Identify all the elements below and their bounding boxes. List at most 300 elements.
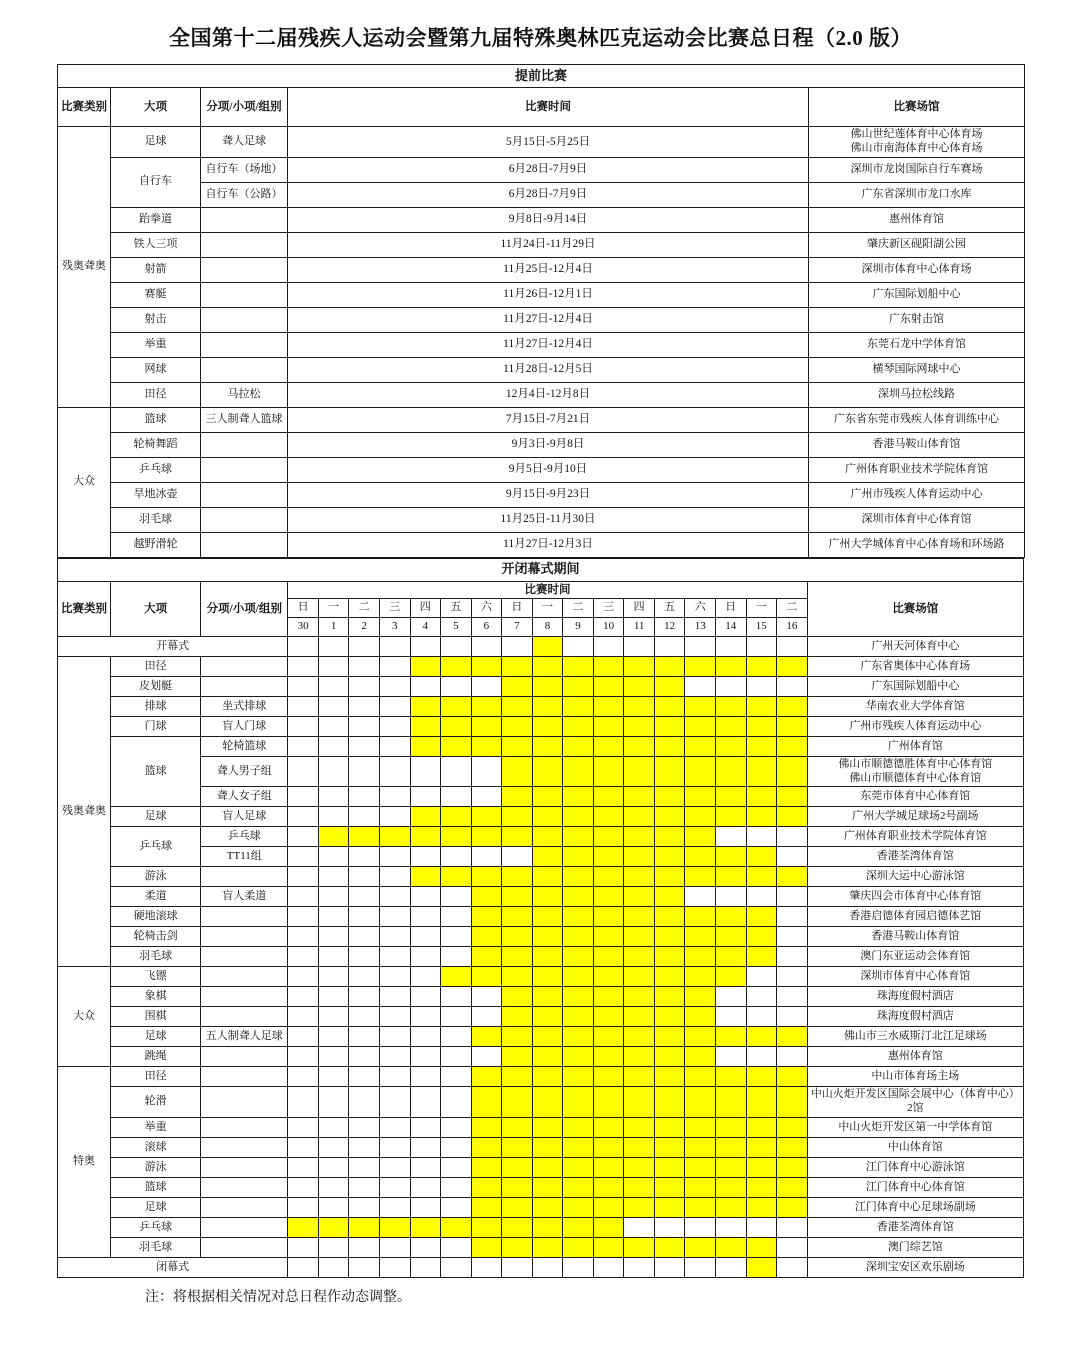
category-cell: 残奥聋奥 bbox=[58, 127, 111, 408]
venue-cell: 肇庆四会市体育中心体育馆 bbox=[807, 887, 1023, 907]
day-cell bbox=[715, 1067, 746, 1087]
sport-cell: 篮球 bbox=[111, 736, 201, 807]
day-cell bbox=[685, 1137, 716, 1157]
day-cell bbox=[777, 676, 808, 696]
day-cell bbox=[746, 987, 777, 1007]
time-cell: 12月4日-12月8日 bbox=[288, 382, 809, 407]
venue-cell: 深圳宝安区欢乐剧场 bbox=[807, 1257, 1023, 1277]
day-cell bbox=[502, 887, 533, 907]
day-cell bbox=[715, 1237, 746, 1257]
day-cell bbox=[563, 907, 594, 927]
day-cell bbox=[654, 867, 685, 887]
subsport-cell: 盲人门球 bbox=[201, 716, 288, 736]
day-cell bbox=[410, 676, 441, 696]
day-cell bbox=[349, 847, 380, 867]
day-cell bbox=[746, 1237, 777, 1257]
day-cell bbox=[685, 1087, 716, 1118]
schedule-row bbox=[58, 1117, 1024, 1137]
day-cell bbox=[471, 807, 502, 827]
day-cell bbox=[685, 696, 716, 716]
day-cell bbox=[715, 676, 746, 696]
day-cell bbox=[777, 967, 808, 987]
day-cell bbox=[288, 927, 319, 947]
day-cell bbox=[654, 1177, 685, 1197]
day-cell bbox=[624, 967, 655, 987]
day-cell bbox=[349, 736, 380, 756]
day-cell bbox=[746, 1047, 777, 1067]
venue-cell: 广州体育职业技术学院体育馆 bbox=[807, 827, 1023, 847]
day-cell bbox=[563, 867, 594, 887]
day-cell bbox=[593, 1257, 624, 1277]
day-cell bbox=[410, 1177, 441, 1197]
venue-cell: 香港马鞍山体育馆 bbox=[809, 432, 1025, 457]
day-cell bbox=[502, 716, 533, 736]
day-cell bbox=[288, 947, 319, 967]
page-title: 全国第十二届残疾人运动会暨第九届特殊奥林匹克运动会比赛总日程（2.0 版） bbox=[169, 26, 912, 50]
day-cell bbox=[349, 756, 380, 787]
day-cell bbox=[410, 947, 441, 967]
day-cell bbox=[715, 1027, 746, 1047]
venue-cell: 东莞石龙中学体育馆 bbox=[809, 332, 1025, 357]
day-cell bbox=[379, 1177, 410, 1197]
day-cell bbox=[593, 947, 624, 967]
day-cell bbox=[471, 987, 502, 1007]
day-cell bbox=[624, 1067, 655, 1087]
day-cell bbox=[349, 987, 380, 1007]
subsport-cell: 盲人柔道 bbox=[201, 887, 288, 907]
day-cell bbox=[654, 756, 685, 787]
day-cell bbox=[318, 1087, 349, 1118]
day-cell bbox=[288, 1137, 319, 1157]
day-cell bbox=[593, 847, 624, 867]
subsport-cell bbox=[201, 457, 288, 482]
day-cell bbox=[379, 987, 410, 1007]
day-cell bbox=[654, 887, 685, 907]
day-cell bbox=[502, 1177, 533, 1197]
venue-cell: 香港启德体育园启德体艺馆 bbox=[807, 907, 1023, 927]
weekday-cell: 六 bbox=[471, 598, 502, 617]
day-cell bbox=[563, 887, 594, 907]
day-cell bbox=[441, 887, 472, 907]
day-cell bbox=[441, 1237, 472, 1257]
day-cell bbox=[593, 1197, 624, 1217]
day-cell bbox=[624, 907, 655, 927]
day-cell bbox=[654, 807, 685, 827]
day-cell bbox=[624, 887, 655, 907]
date-cell: 1 bbox=[318, 617, 349, 636]
day-cell bbox=[777, 847, 808, 867]
date-cell: 5 bbox=[441, 617, 472, 636]
day-cell bbox=[532, 1237, 563, 1257]
day-cell bbox=[379, 676, 410, 696]
sport-cell: 游泳 bbox=[111, 1157, 201, 1177]
venue-cell: 广州大学城体育中心体育场和环场路 bbox=[809, 532, 1025, 557]
day-cell bbox=[563, 1217, 594, 1237]
schedule-row bbox=[58, 157, 1025, 182]
day-cell bbox=[318, 927, 349, 947]
day-cell bbox=[532, 1217, 563, 1237]
day-cell bbox=[715, 807, 746, 827]
day-cell bbox=[349, 1067, 380, 1087]
day-cell bbox=[441, 827, 472, 847]
day-cell bbox=[624, 1157, 655, 1177]
day-cell bbox=[410, 636, 441, 656]
day-cell bbox=[593, 787, 624, 807]
sport-cell: 田径 bbox=[111, 656, 201, 676]
opening-ceremony-row bbox=[58, 636, 1024, 656]
day-cell bbox=[593, 887, 624, 907]
day-cell bbox=[685, 887, 716, 907]
day-cell bbox=[654, 1157, 685, 1177]
day-cell bbox=[349, 947, 380, 967]
sport-cell: 铁人三项 bbox=[111, 232, 201, 257]
day-cell bbox=[685, 867, 716, 887]
section1-header: 提前比赛 bbox=[58, 65, 1025, 88]
day-cell bbox=[777, 1217, 808, 1237]
day-cell bbox=[532, 967, 563, 987]
day-cell bbox=[685, 1007, 716, 1027]
day-cell bbox=[563, 716, 594, 736]
day-cell bbox=[318, 1237, 349, 1257]
day-cell bbox=[685, 1157, 716, 1177]
day-cell bbox=[715, 927, 746, 947]
subsport-cell: 乒乓球 bbox=[201, 827, 288, 847]
schedule-row bbox=[58, 1067, 1024, 1087]
day-cell bbox=[777, 1047, 808, 1067]
day-cell bbox=[532, 1067, 563, 1087]
subsport-cell: 盲人足球 bbox=[201, 807, 288, 827]
day-cell bbox=[746, 787, 777, 807]
day-cell bbox=[624, 1217, 655, 1237]
time-cell: 6月28日-7月9日 bbox=[288, 157, 809, 182]
day-cell bbox=[532, 847, 563, 867]
sport-cell: 象棋 bbox=[111, 987, 201, 1007]
day-cell bbox=[471, 1007, 502, 1027]
subsport-cell bbox=[201, 482, 288, 507]
day-cell bbox=[532, 736, 563, 756]
day-cell bbox=[624, 756, 655, 787]
day-cell bbox=[349, 967, 380, 987]
day-cell bbox=[379, 887, 410, 907]
day-cell bbox=[318, 1157, 349, 1177]
day-cell bbox=[441, 1047, 472, 1067]
day-cell bbox=[685, 676, 716, 696]
day-cell bbox=[379, 1007, 410, 1027]
day-cell bbox=[502, 636, 533, 656]
day-cell bbox=[318, 1027, 349, 1047]
day-cell bbox=[410, 656, 441, 676]
schedule-row bbox=[58, 1027, 1024, 1047]
sport-cell: 射击 bbox=[111, 307, 201, 332]
day-cell bbox=[685, 927, 716, 947]
day-cell bbox=[563, 947, 594, 967]
day-cell bbox=[379, 1197, 410, 1217]
day-cell bbox=[471, 827, 502, 847]
day-cell bbox=[593, 696, 624, 716]
time-cell: 7月15日-7月21日 bbox=[288, 407, 809, 432]
day-cell bbox=[624, 847, 655, 867]
sport-cell: 跳绳 bbox=[111, 1047, 201, 1067]
day-cell bbox=[654, 736, 685, 756]
day-cell bbox=[624, 807, 655, 827]
day-cell bbox=[441, 1257, 472, 1277]
day-cell bbox=[349, 1157, 380, 1177]
schedule-row bbox=[58, 532, 1025, 557]
day-cell bbox=[746, 967, 777, 987]
day-cell bbox=[288, 1237, 319, 1257]
day-cell bbox=[502, 947, 533, 967]
day-cell bbox=[715, 947, 746, 967]
day-cell bbox=[441, 1217, 472, 1237]
schedule-row bbox=[58, 867, 1024, 887]
day-cell bbox=[318, 907, 349, 927]
day-cell bbox=[410, 987, 441, 1007]
schedule-row bbox=[58, 232, 1025, 257]
day-cell bbox=[502, 1217, 533, 1237]
day-cell bbox=[746, 1027, 777, 1047]
day-cell bbox=[624, 947, 655, 967]
day-cell bbox=[349, 1237, 380, 1257]
subsport-cell bbox=[201, 257, 288, 282]
sport-header: 大项 bbox=[111, 88, 201, 127]
day-cell bbox=[349, 656, 380, 676]
day-cell bbox=[685, 1177, 716, 1197]
day-cell bbox=[532, 656, 563, 676]
day-cell bbox=[532, 676, 563, 696]
day-cell bbox=[471, 847, 502, 867]
day-cell bbox=[288, 1177, 319, 1197]
day-cell bbox=[410, 807, 441, 827]
venue-header: 比赛场馆 bbox=[807, 581, 1023, 636]
subsport-cell: 聋人足球 bbox=[201, 127, 288, 158]
sport-cell: 足球 bbox=[111, 127, 201, 158]
venue-cell: 广州大学城足球场2号副场 bbox=[807, 807, 1023, 827]
time-cell: 6月28日-7月9日 bbox=[288, 182, 809, 207]
day-cell bbox=[685, 716, 716, 736]
day-cell bbox=[410, 1027, 441, 1047]
day-cell bbox=[532, 887, 563, 907]
day-cell bbox=[318, 676, 349, 696]
day-cell bbox=[746, 907, 777, 927]
sport-cell: 飞镖 bbox=[111, 967, 201, 987]
schedule-row bbox=[58, 907, 1024, 927]
day-cell bbox=[410, 827, 441, 847]
day-cell bbox=[471, 1067, 502, 1087]
day-cell bbox=[349, 827, 380, 847]
date-cell: 16 bbox=[777, 617, 808, 636]
day-cell bbox=[746, 736, 777, 756]
date-cell: 4 bbox=[410, 617, 441, 636]
day-cell bbox=[410, 867, 441, 887]
subsport-cell: 轮椅篮球 bbox=[201, 736, 288, 756]
day-cell bbox=[563, 636, 594, 656]
subsport-cell: 坐式排球 bbox=[201, 696, 288, 716]
day-cell bbox=[471, 947, 502, 967]
day-cell bbox=[715, 716, 746, 736]
day-cell bbox=[593, 1117, 624, 1137]
day-cell bbox=[654, 1217, 685, 1237]
day-cell bbox=[379, 1217, 410, 1237]
day-cell bbox=[349, 1217, 380, 1237]
day-cell bbox=[715, 1217, 746, 1237]
weekday-cell: 三 bbox=[593, 598, 624, 617]
day-cell bbox=[349, 1047, 380, 1067]
time-cell: 11月24日-11月29日 bbox=[288, 232, 809, 257]
day-cell bbox=[563, 1197, 594, 1217]
day-cell bbox=[654, 1047, 685, 1067]
venue-cell: 中山火炬开发区国际会展中心（体育中心）2馆 bbox=[807, 1087, 1023, 1118]
day-cell bbox=[379, 927, 410, 947]
day-cell bbox=[471, 1217, 502, 1237]
schedule-row bbox=[58, 507, 1025, 532]
date-cell: 2 bbox=[349, 617, 380, 636]
schedule-row bbox=[58, 756, 1024, 787]
day-cell bbox=[624, 827, 655, 847]
day-cell bbox=[593, 1007, 624, 1027]
day-cell bbox=[379, 1157, 410, 1177]
sport-cell: 乒乓球 bbox=[111, 1217, 201, 1237]
day-cell bbox=[593, 967, 624, 987]
day-cell bbox=[624, 1257, 655, 1277]
schedule-row bbox=[58, 947, 1024, 967]
day-cell bbox=[410, 1137, 441, 1157]
day-cell bbox=[563, 1137, 594, 1157]
day-cell bbox=[563, 807, 594, 827]
day-cell bbox=[563, 967, 594, 987]
day-cell bbox=[685, 1257, 716, 1277]
venue-cell: 江门体育中心足球场副场 bbox=[807, 1197, 1023, 1217]
day-cell bbox=[654, 1137, 685, 1157]
subsport-cell bbox=[201, 532, 288, 557]
day-cell bbox=[532, 756, 563, 787]
weekday-cell: 二 bbox=[349, 598, 380, 617]
day-cell bbox=[441, 1157, 472, 1177]
day-cell bbox=[624, 1027, 655, 1047]
day-cell bbox=[441, 1067, 472, 1087]
subsport-cell: 自行车（场地） bbox=[201, 157, 288, 182]
subsport-cell bbox=[201, 907, 288, 927]
day-cell bbox=[715, 1157, 746, 1177]
day-cell bbox=[746, 696, 777, 716]
sport-cell: 排球 bbox=[111, 696, 201, 716]
closing-ceremony-row bbox=[58, 1257, 1024, 1277]
day-cell bbox=[441, 847, 472, 867]
date-cell: 13 bbox=[685, 617, 716, 636]
day-cell bbox=[441, 636, 472, 656]
day-cell bbox=[563, 827, 594, 847]
day-cell bbox=[502, 807, 533, 827]
day-cell bbox=[410, 1067, 441, 1087]
day-cell bbox=[471, 867, 502, 887]
venue-cell: 横琴国际网球中心 bbox=[809, 357, 1025, 382]
day-cell bbox=[654, 1237, 685, 1257]
day-cell bbox=[502, 907, 533, 927]
day-cell bbox=[532, 1087, 563, 1118]
day-cell bbox=[654, 636, 685, 656]
day-cell bbox=[624, 696, 655, 716]
day-cell bbox=[532, 867, 563, 887]
day-cell bbox=[379, 716, 410, 736]
subsport-cell bbox=[201, 432, 288, 457]
day-cell bbox=[593, 867, 624, 887]
day-cell bbox=[685, 827, 716, 847]
subsport-cell bbox=[201, 357, 288, 382]
day-cell bbox=[685, 1067, 716, 1087]
schedule-row bbox=[58, 432, 1025, 457]
ceremony-period-table bbox=[57, 558, 1024, 1278]
day-cell bbox=[502, 676, 533, 696]
day-cell bbox=[410, 1197, 441, 1217]
venue-cell: 中山火炬开发区第一中学体育馆 bbox=[807, 1117, 1023, 1137]
date-cell: 30 bbox=[288, 617, 319, 636]
day-cell bbox=[288, 847, 319, 867]
subsport-cell bbox=[201, 332, 288, 357]
day-cell bbox=[288, 867, 319, 887]
day-cell bbox=[441, 807, 472, 827]
day-cell bbox=[349, 1007, 380, 1027]
day-cell bbox=[379, 947, 410, 967]
day-cell bbox=[502, 756, 533, 787]
schedule-row bbox=[58, 696, 1024, 716]
venue-cell: 深圳市体育中心体育馆 bbox=[807, 967, 1023, 987]
day-cell bbox=[288, 1197, 319, 1217]
day-cell bbox=[654, 987, 685, 1007]
day-cell bbox=[777, 1087, 808, 1118]
day-cell bbox=[746, 887, 777, 907]
day-cell bbox=[349, 867, 380, 887]
day-cell bbox=[532, 1197, 563, 1217]
sport-cell: 赛艇 bbox=[111, 282, 201, 307]
day-cell bbox=[746, 927, 777, 947]
day-cell bbox=[318, 736, 349, 756]
venue-cell: 中山体育馆 bbox=[807, 1137, 1023, 1157]
day-cell bbox=[288, 987, 319, 1007]
date-cell: 3 bbox=[379, 617, 410, 636]
day-cell bbox=[746, 756, 777, 787]
time-cell: 5月15日-5月25日 bbox=[288, 127, 809, 158]
day-cell bbox=[288, 656, 319, 676]
weekday-cell: 二 bbox=[777, 598, 808, 617]
day-cell bbox=[654, 1087, 685, 1118]
subsport-cell bbox=[201, 207, 288, 232]
day-cell bbox=[288, 1117, 319, 1137]
day-cell bbox=[746, 1217, 777, 1237]
subsport-cell: 马拉松 bbox=[201, 382, 288, 407]
day-cell bbox=[349, 1027, 380, 1047]
date-cell: 15 bbox=[746, 617, 777, 636]
day-cell bbox=[746, 676, 777, 696]
day-cell bbox=[441, 696, 472, 716]
day-cell bbox=[563, 927, 594, 947]
day-cell bbox=[593, 1067, 624, 1087]
venue-cell: 深圳市体育中心体育场 bbox=[809, 257, 1025, 282]
sport-cell: 柔道 bbox=[111, 887, 201, 907]
day-cell bbox=[349, 696, 380, 716]
sport-cell: 举重 bbox=[111, 332, 201, 357]
day-cell bbox=[502, 696, 533, 716]
day-cell bbox=[654, 1257, 685, 1277]
subsport-cell bbox=[201, 1137, 288, 1157]
venue-cell: 中山市体育场主场 bbox=[807, 1067, 1023, 1087]
day-cell bbox=[746, 867, 777, 887]
day-cell bbox=[410, 927, 441, 947]
day-cell bbox=[593, 676, 624, 696]
sport-cell: 羽毛球 bbox=[111, 947, 201, 967]
sport-cell: 滚球 bbox=[111, 1137, 201, 1157]
day-cell bbox=[777, 1137, 808, 1157]
day-cell bbox=[685, 947, 716, 967]
weekday-cell: 五 bbox=[654, 598, 685, 617]
